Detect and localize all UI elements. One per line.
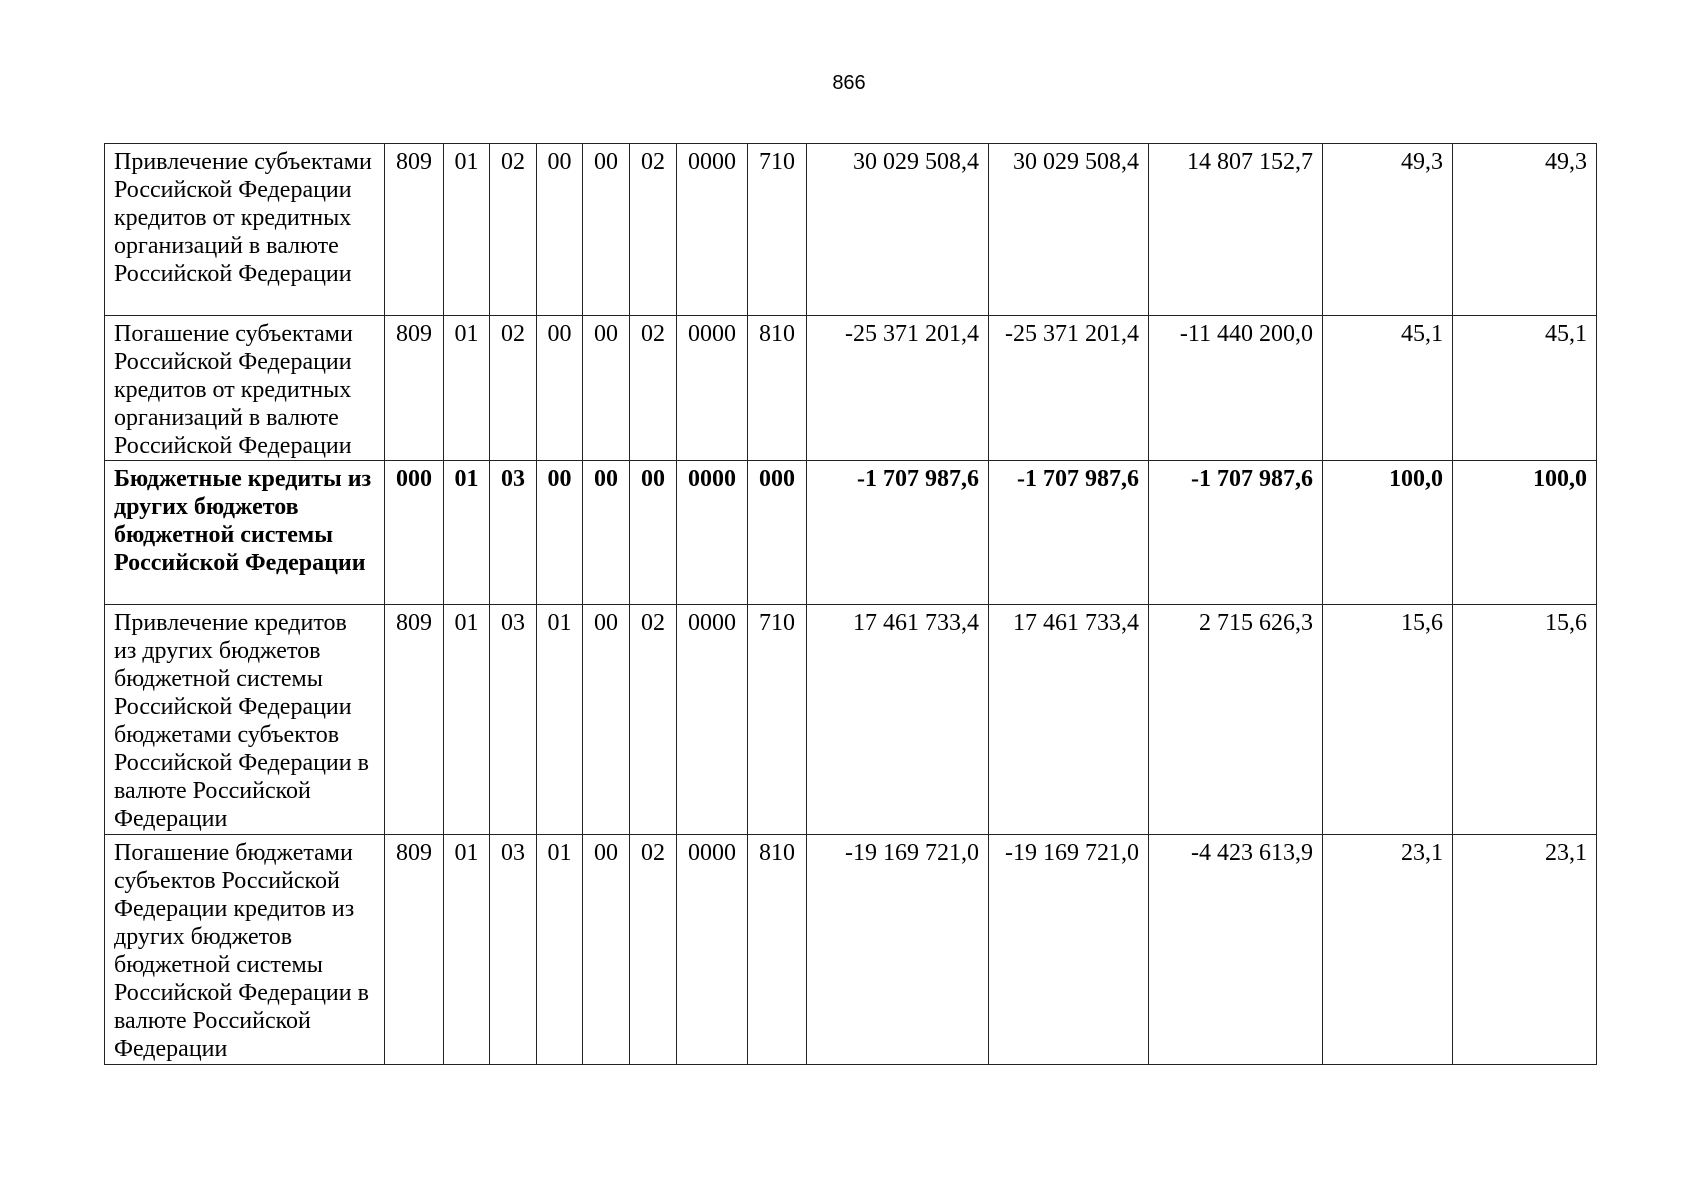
code-cell: 02 <box>490 316 537 461</box>
table-row <box>105 605 1597 835</box>
code-cell: 809 <box>385 144 444 316</box>
table-row <box>105 144 1597 316</box>
code-cell: 01 <box>444 461 490 605</box>
value-cell: 14 807 152,7 <box>1149 144 1323 316</box>
table-body <box>105 144 1597 1065</box>
value-cell: 17 461 733,4 <box>989 605 1149 835</box>
value-cell: -19 169 721,0 <box>989 835 1149 1065</box>
code-cell: 710 <box>748 144 807 316</box>
code-cell: 710 <box>748 605 807 835</box>
code-cell: 809 <box>385 605 444 835</box>
code-cell: 02 <box>630 144 677 316</box>
code-cell: 02 <box>490 144 537 316</box>
value-cell: -1 707 987,6 <box>989 461 1149 605</box>
code-cell: 0000 <box>677 144 748 316</box>
code-cell: 0000 <box>677 461 748 605</box>
row-name-cell: Погашение бюджетами субъектов Российской Федерации кредитов из других бюджетов бюджетной системы Российской Федерации в валюте Российской Федерации <box>105 835 385 1065</box>
value-cell: 30 029 508,4 <box>807 144 989 316</box>
row-name-cell: Привлечение кредитов из других бюджетов бюджетной системы Российской Федерации бюджетами субъектов Российской Федерации в валюте Российской Федерации <box>105 605 385 835</box>
code-cell: 03 <box>490 835 537 1065</box>
code-cell: 01 <box>444 316 490 461</box>
value-cell: -4 423 613,9 <box>1149 835 1323 1065</box>
value-cell: -25 371 201,4 <box>807 316 989 461</box>
value-cell: 15,6 <box>1323 605 1453 835</box>
code-cell: 0000 <box>677 835 748 1065</box>
code-cell: 01 <box>537 835 583 1065</box>
value-cell: 45,1 <box>1323 316 1453 461</box>
code-cell: 00 <box>537 461 583 605</box>
value-cell: 100,0 <box>1453 461 1597 605</box>
code-cell: 810 <box>748 316 807 461</box>
code-cell: 0000 <box>677 316 748 461</box>
code-cell: 809 <box>385 316 444 461</box>
code-cell: 00 <box>537 316 583 461</box>
page-number: 866 <box>832 72 866 94</box>
code-cell: 0000 <box>677 605 748 835</box>
code-cell: 00 <box>583 605 630 835</box>
value-cell: 100,0 <box>1323 461 1453 605</box>
code-cell: 01 <box>444 605 490 835</box>
code-cell: 03 <box>490 461 537 605</box>
code-cell: 000 <box>385 461 444 605</box>
budget-sources-table <box>104 143 1597 1065</box>
value-cell: 45,1 <box>1453 316 1597 461</box>
value-cell: 15,6 <box>1453 605 1597 835</box>
code-cell: 00 <box>583 835 630 1065</box>
code-cell: 02 <box>630 605 677 835</box>
code-cell: 02 <box>630 316 677 461</box>
code-cell: 00 <box>630 461 677 605</box>
code-cell: 809 <box>385 835 444 1065</box>
value-cell: 2 715 626,3 <box>1149 605 1323 835</box>
code-cell: 02 <box>630 835 677 1065</box>
code-cell: 01 <box>444 144 490 316</box>
code-cell: 01 <box>444 835 490 1065</box>
code-cell: 03 <box>490 605 537 835</box>
code-cell: 00 <box>583 461 630 605</box>
value-cell: -11 440 200,0 <box>1149 316 1323 461</box>
value-cell: 49,3 <box>1323 144 1453 316</box>
code-cell: 01 <box>537 605 583 835</box>
code-cell: 000 <box>748 461 807 605</box>
row-name-cell: Погашение субъектами Российской Федерации кредитов от кредитных организаций в валюте Российской Федерации <box>105 316 385 461</box>
value-cell: -25 371 201,4 <box>989 316 1149 461</box>
code-cell: 810 <box>748 835 807 1065</box>
value-cell: 30 029 508,4 <box>989 144 1149 316</box>
value-cell: -1 707 987,6 <box>807 461 989 605</box>
value-cell: 23,1 <box>1323 835 1453 1065</box>
value-cell: -19 169 721,0 <box>807 835 989 1065</box>
value-cell: -1 707 987,6 <box>1149 461 1323 605</box>
value-cell: 17 461 733,4 <box>807 605 989 835</box>
code-cell: 00 <box>583 144 630 316</box>
table-row <box>105 835 1597 1065</box>
table-row <box>105 316 1597 461</box>
row-name-cell: Привлечение субъектами Российской Федерации кредитов от кредитных организаций в валюте Российской Федерации <box>105 144 385 316</box>
code-cell: 00 <box>583 316 630 461</box>
row-name-cell: Бюджетные кредиты из других бюджетов бюджетной системы Российской Федерации <box>105 461 385 605</box>
code-cell: 00 <box>537 144 583 316</box>
value-cell: 49,3 <box>1453 144 1597 316</box>
value-cell: 23,1 <box>1453 835 1597 1065</box>
table-row <box>105 461 1597 605</box>
